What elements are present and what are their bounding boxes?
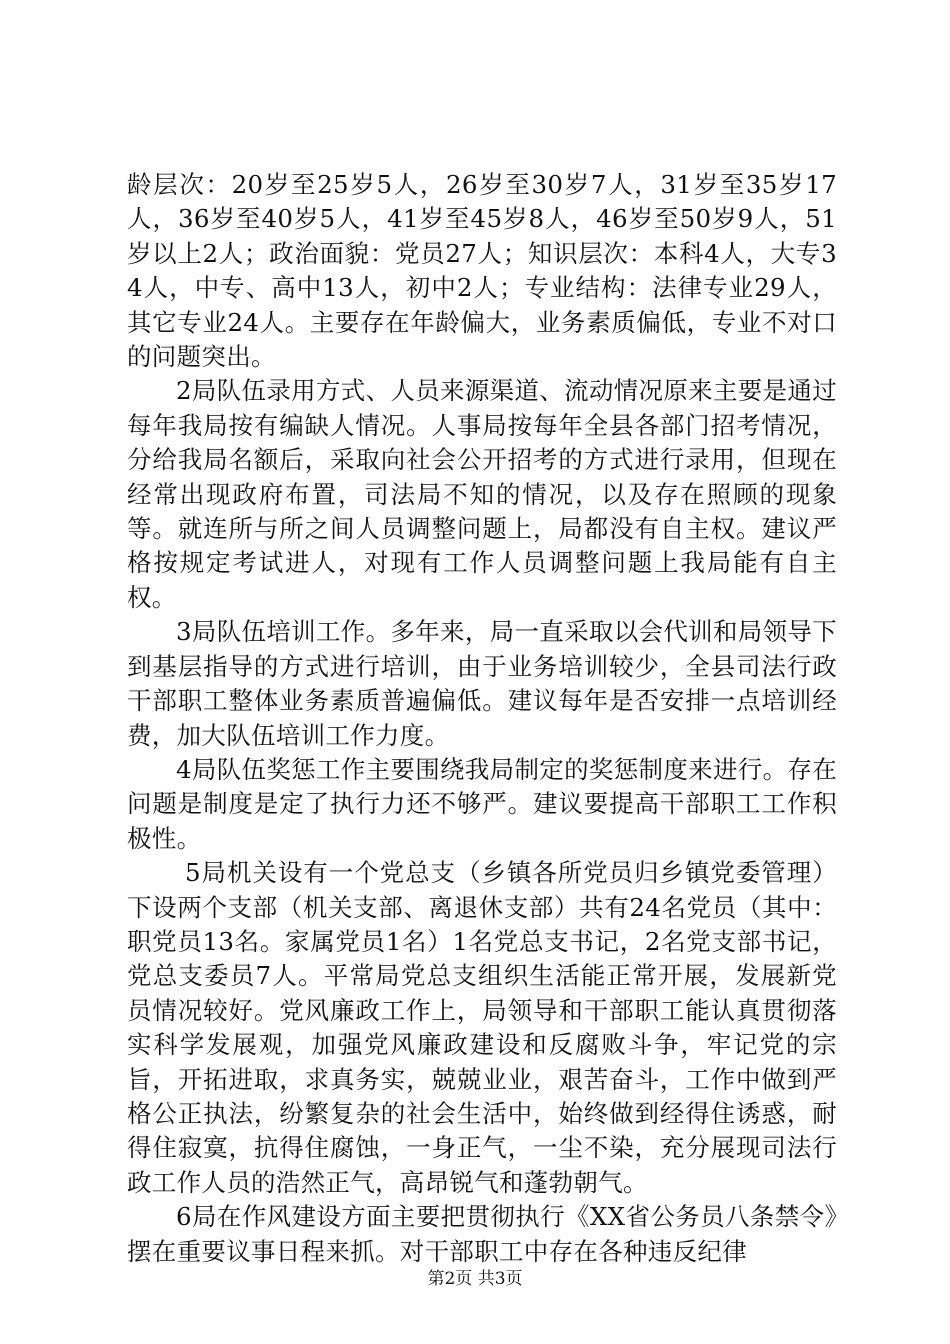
paragraph-work-style: 6局在作风建设方面主要把贯彻执行《XX省公务员八条禁令》摆在重要议事日程来抓。对干部职工中存在各种违反纪律	[127, 1202, 837, 1266]
page-number-footer: 第2页 共3页	[427, 1269, 523, 1289]
paragraph-age-structure: 龄层次：20岁至25岁5人，26岁至30岁7人，31岁至35岁17人，36岁至40岁5人，41岁至45岁8人，46岁至50岁9人，51岁以上2人；政治面貌：党员27人；知识层次：本科4人，大专34人，中专、高中13人，初中2人；专业结构：法律专业29人，其它专业24人。主要存在年龄偏大，业务素质偏低，专业不对口的问题突出。	[127, 170, 837, 372]
paragraph-rewards: 4局队伍奖惩工作主要围绕我局制定的奖惩制度来进行。存在问题是制度是定了执行力还不够严。建议要提高干部职工工作积极性。	[127, 754, 837, 853]
paragraph-recruitment: 2局队伍录用方式、人员来源渠道、流动情况原来主要是通过每年我局按有编缺人情况。人事局按每年全县各部门招考情况，分给我局名额后，采取向社会公开招考的方式进行录用，但现在经常出现政府布置，司法局不知的情况，以及存在照顾的现象等。就连所与所之间人员调整问题上，局都没有自主权。建议严格按规定考试进人，对现有工作人员调整问题上我局能有自主权。	[127, 376, 837, 612]
paragraph-training: 3局队伍培训工作。多年来，局一直采取以会代训和局领导下到基层指导的方式进行培训，由于业务培训较少，全县司法行政干部职工整体业务素质普遍偏低。建议每年是否安排一点培训经费，加大队伍培训工作力度。	[127, 617, 837, 750]
document-body	[127, 168, 837, 1269]
paragraph-party-branch: 5局机关设有一个党总支（乡镇各所党员归乡镇党委管理）下设两个支部（机关支部、离退休支部）共有24名党员（其中：职党员13名。家属党员1名）1名党总支书记，2名党支部书记，党总支委员7人。平常局党总支组织生活能正常开展，发展新党员情况较好。党风廉政工作上，局领导和干部职工能认真贯彻落实科学发展观，加强党风廉政建设和反腐败斗争，牢记党的宗旨，开拓进取，求真务实，兢兢业业，艰苦奋斗，工作中做到严格公正执法，纷繁复杂的社会生活中，始终做到经得住诱惑，耐得住寂寞，抗得住腐蚀，一身正气，一尘不染，充分展现司法行政工作人员的浩然正气，高昂锐气和蓬勃朝气。	[127, 858, 837, 1197]
